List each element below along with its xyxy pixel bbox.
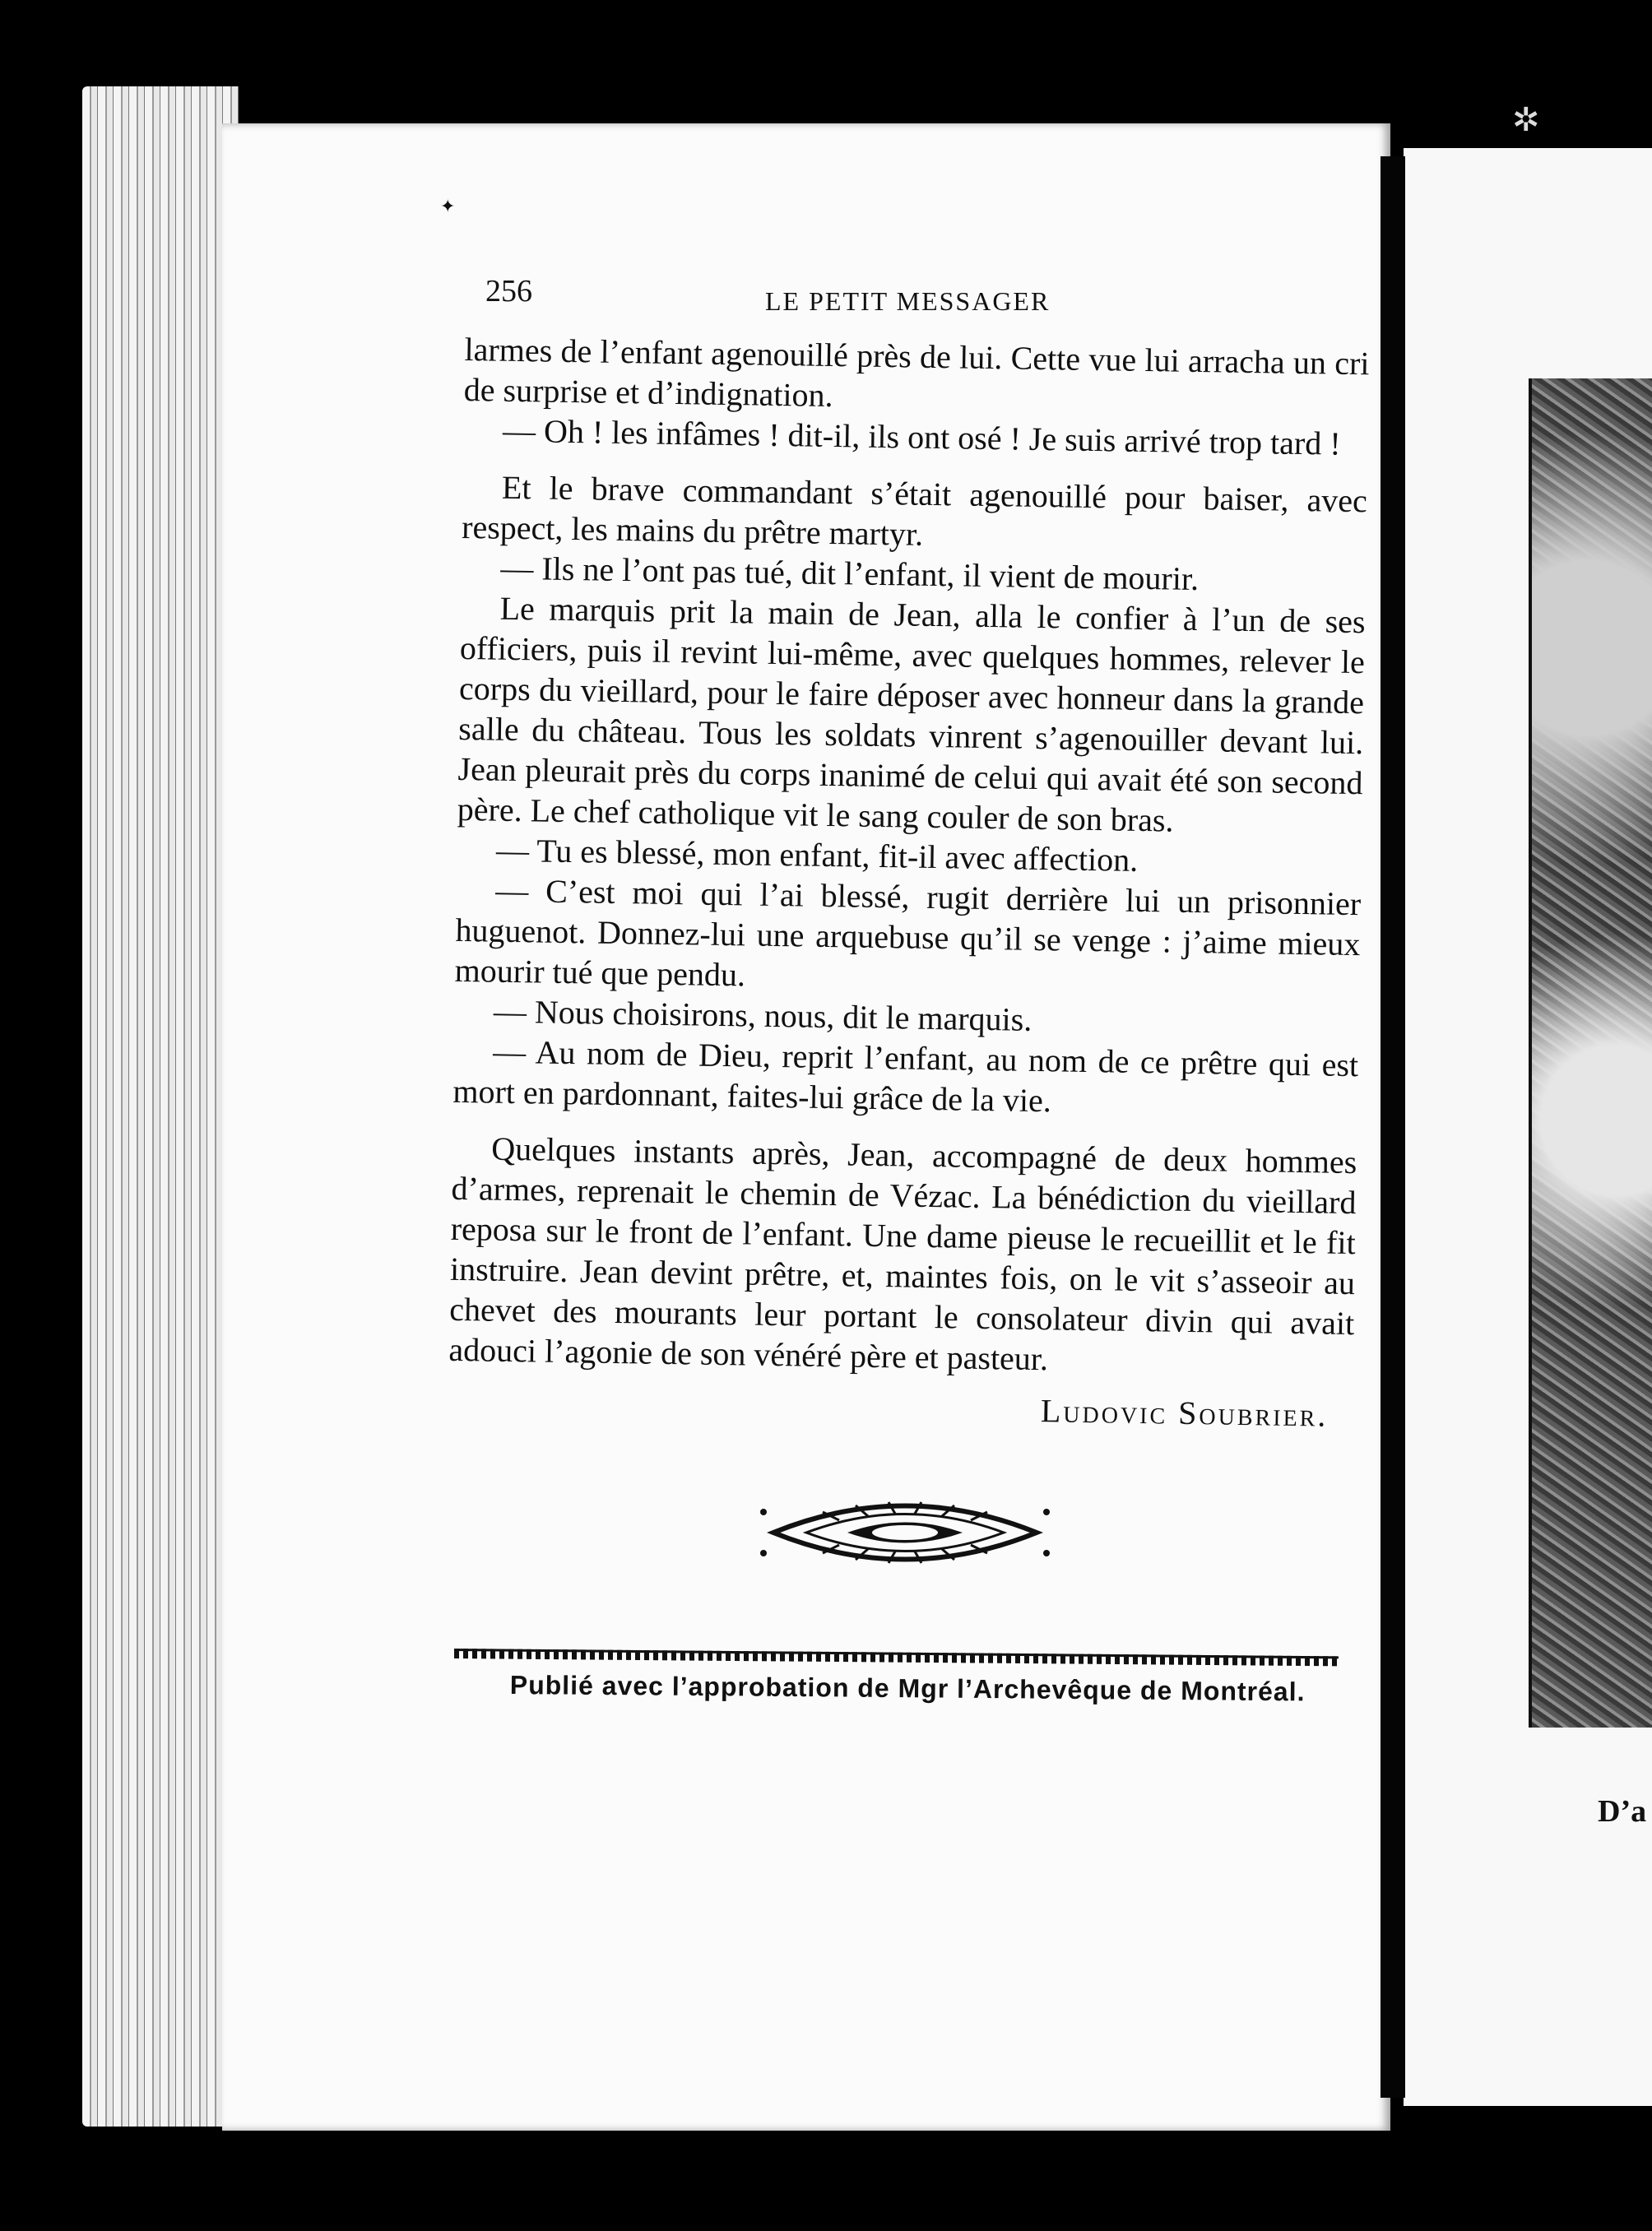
approbation-notice: Publié avec l’approbation de Mgr l’Archevêque de Montréal. [509,1670,1306,1707]
right-page-caption: D’a [1598,1794,1647,1829]
ink-speck: ✲ [1512,101,1540,138]
author-signature: Ludovic Soubrier. [1040,1392,1329,1434]
article-text [448,329,1370,1436]
paragraph: — Nous choisirons, nous, dit le marquis. [493,992,1032,1038]
paragraph: — C’est moi qui l’ai blessé, rugit derrière lui un prisonnier huguenot. Donnez-lui une arquebuse qu’il se venge : j’aime mieux mourir tué que pendu. [454,871,1362,994]
running-head [485,273,1374,322]
paragraph: — Oh ! les infâmes ! dit-il, ils ont osé ! Je suis arrivé trop tard ! [502,411,1341,462]
paragraph: Et le brave commandant s’était agenouillé pour baiser, avec respect, les mains du prêtre martyr. [461,468,1368,553]
paragraph: larmes de l’enfant agenouillé près de lui. Cette vue lui arracha un cri de surprise et d’indignation. [463,330,1370,415]
paragraph: Quelques instants après, Jean, accompagné de deux hommes d’armes, reprenait le chemin de Vézac. La bénédiction du vieillard reposa sur le front de l’enfant. Une dame pieuse le recueillit et le fit instruire. Jean devint prêtre, et, maintes fois, on le vit s’asseoir au chevet des mourants leur portant le consolateur divin qui avait adouci l’agonie de son vénéré père et pasteur. [448,1129,1357,1378]
paragraph: Le marquis prit la main de Jean, alla le confier à l’un de ses officiers, puis il revint lui-même, avec quelques hommes, relever le corps du vieillard, pour le faire déposer avec honneur dans la grande salle du château. Tous les soldats vinrent s’agenouiller devant lui. Jean pleurait près du corps inanimé de celui qui avait été son second père. Le chef catholique vit le sang couler de son bras. [457,589,1366,839]
page-number: 256 [485,274,532,308]
journal-title: LE PETIT MESSAGER [765,286,1051,316]
book-gutter [1381,156,1405,2098]
ink-speck: ✦ [440,196,456,216]
page-edges [82,86,239,2127]
paragraph: — Tu es blessé, mon enfant, fit-il avec affection. [495,831,1139,879]
right-page-photograph [1529,378,1652,1728]
decorative-ornament [757,1487,1053,1578]
paragraph: — Ils ne l’ont pas tué, dit l’enfant, il vient de mourir. [500,549,1200,598]
paragraph: — Au nom de Dieu, reprit l’enfant, au nom de ce prêtre qui est mort en pardonnant, faites-lui grâce de la vie. [452,1032,1359,1120]
